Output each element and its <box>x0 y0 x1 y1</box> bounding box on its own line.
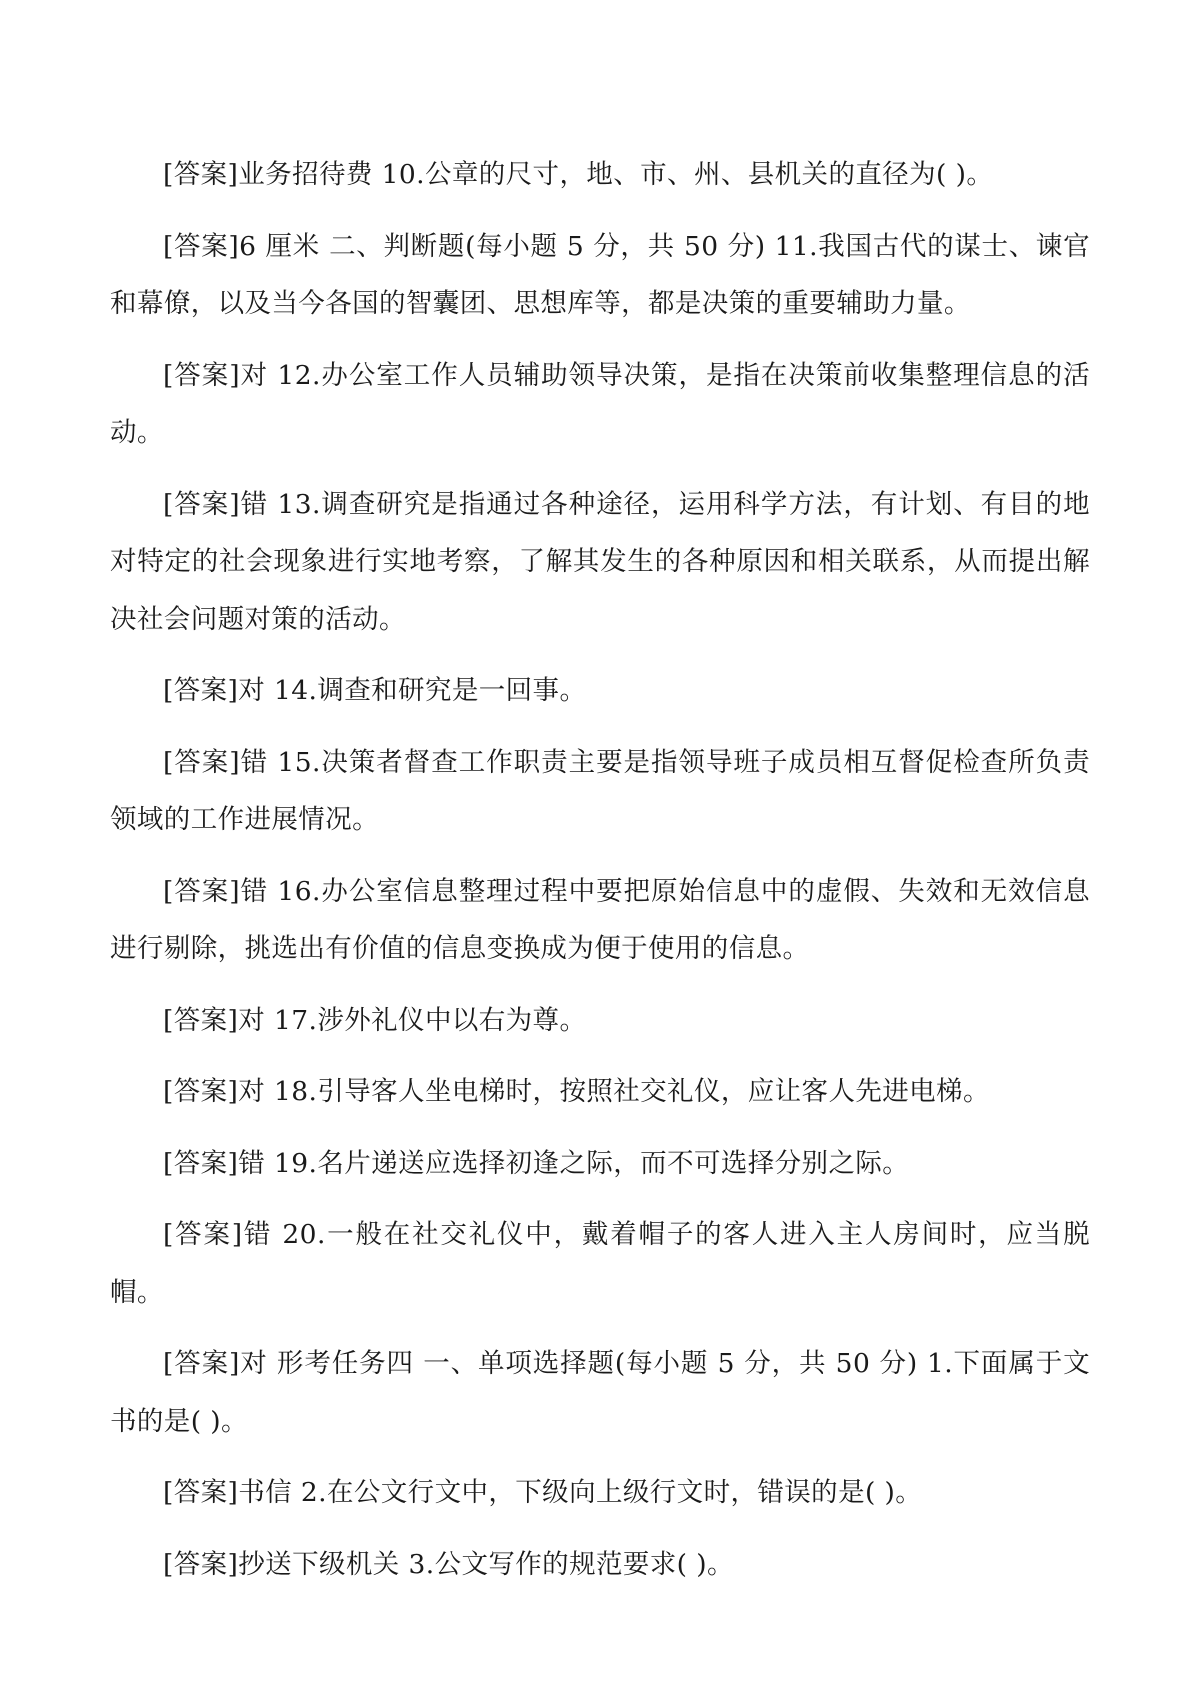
paragraph: [答案]错 16.办公室信息整理过程中要把原始信息中的虚假、失效和无效信息进行剔除，挑选出有价值的信息变换成为便于使用的信息。 <box>110 875 1090 964</box>
paragraph: [答案]对 17.涉外礼仪中以右为尊。 <box>163 1004 587 1036</box>
paragraph: [答案]抄送下级机关 3.公文写作的规范要求( )。 <box>163 1548 734 1580</box>
document-body <box>110 146 1090 1607</box>
paragraph: [答案]对 14.调查和研究是一回事。 <box>163 675 587 706</box>
paragraph: [答案]错 15.决策者督查工作职责主要是指领导班子成员相互督促检查所负责领域的工作进展情况。 <box>110 746 1090 835</box>
paragraph: [答案]错 19.名片递送应选择初逢之际，而不可选择分别之际。 <box>163 1147 910 1179</box>
paragraph: [答案]书信 2.在公文行文中，下级向上级行文时，错误的是( )。 <box>163 1477 923 1508</box>
paragraph: [答案]业务招待费 10.公章的尺寸，地、市、州、县机关的直径为( )。 <box>163 159 994 190</box>
paragraph: [答案]错 20.一般在社交礼仪中，戴着帽子的客人进入主人房间时，应当脱帽。 <box>110 1219 1090 1308</box>
paragraph: [答案]对 形考任务四 一、单项选择题(每小题 5 分，共 50 分) 1.下面属于文书的是( )。 <box>110 1348 1090 1437</box>
paragraph: [答案]错 13.调查研究是指通过各种途径，运用科学方法，有计划、有目的地对特定的社会现象进行实地考察，了解其发生的各种原因和相关联系，从而提出解决社会问题对策的活动。 <box>110 488 1090 635</box>
paragraph: [答案]6 厘米 二、判断题(每小题 5 分，共 50 分) 11.我国古代的谋士、谏官和幕僚，以及当今各国的智囊团、思想库等，都是决策的重要辅助力量。 <box>110 230 1090 319</box>
paragraph: [答案]对 12.办公室工作人员辅助领导决策，是指在决策前收集整理信息的活动。 <box>110 359 1090 448</box>
paragraph: [答案]对 18.引导客人坐电梯时，按照社交礼仪，应让客人先进电梯。 <box>163 1076 990 1107</box>
